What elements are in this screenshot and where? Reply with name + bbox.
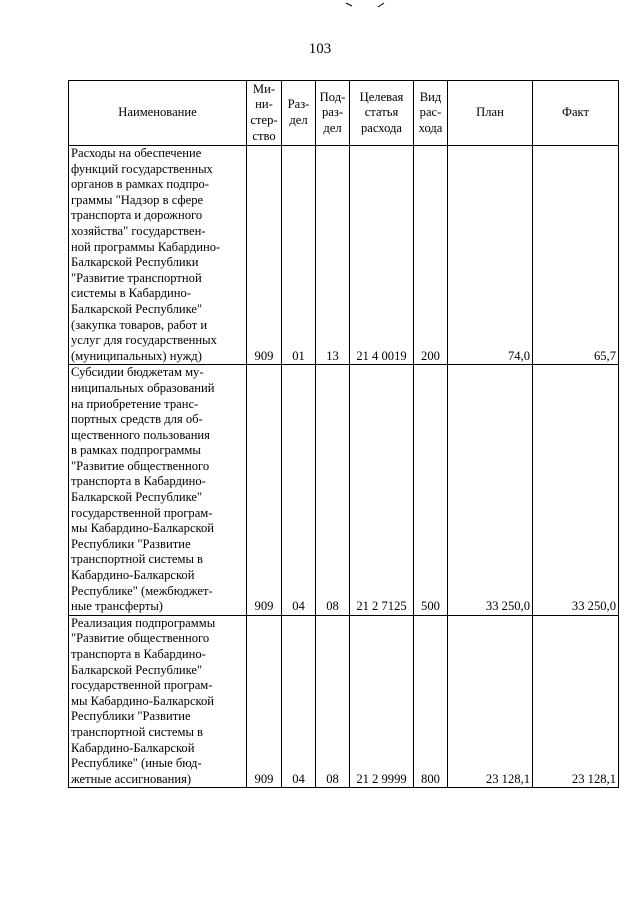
- row-section: 04: [282, 365, 316, 616]
- row-plan: 33 250,0: [448, 365, 533, 616]
- row-target-item: 21 4 0019: [350, 146, 414, 365]
- table-row: [69, 365, 619, 616]
- row-subsection: 13: [316, 146, 350, 365]
- row-section: 04: [282, 615, 316, 788]
- row-expense-type: 500: [414, 365, 448, 616]
- row-expense-type: 800: [414, 615, 448, 788]
- row-ministry: 909: [247, 615, 282, 788]
- row-fact: 65,7: [533, 146, 619, 365]
- header-target-item: Целевая статья расхода: [350, 81, 414, 146]
- table-row: [69, 146, 619, 365]
- row-fact: 23 128,1: [533, 615, 619, 788]
- header-ministry: Ми- ни- стер- ство: [247, 81, 282, 146]
- row-plan: 23 128,1: [448, 615, 533, 788]
- row-name: Расходы на обеспечение функций государственных органов в рамках подпро- граммы "Надзор в сфере транспорта и дорожного хозяйства" государствен- ной программы Кабардино- Балкарской Республики "Развитие транспортной системы в Кабардино- Балкарской Республике" (закупка товаров, работ и услуг для государственных (муниципальных) нужд): [69, 146, 247, 365]
- header-section: Раз- дел: [282, 81, 316, 146]
- row-subsection: 08: [316, 365, 350, 616]
- header-subsection: Под- раз- дел: [316, 81, 350, 146]
- row-target-item: 21 2 7125: [350, 365, 414, 616]
- row-name: Субсидии бюджетам му- ниципальных образований на приобретение транс- портных средств для об- щественного пользования в рамках подпрограммы "Развитие общественного транспорта в Кабардино- Балкарской Республике" государственной програм- мы Кабардино-Балкарской Республики "Развитие транспортной системы в Кабардино-Балкарской Республике" (межбюджет- ные трансферты): [69, 365, 247, 616]
- row-name: Реализация подпрограммы "Развитие общественного транспорта в Кабардино- Балкарской Республике" государственной програм- мы Кабардино-Балкарской Республики "Развитие транспортной системы в Кабардино-Балкарской Республике" (иные бюд- жетные ассигнования): [69, 615, 247, 788]
- row-ministry: 909: [247, 365, 282, 616]
- header-name: Наименование: [69, 81, 247, 146]
- scan-artifact-mark: [342, 0, 390, 10]
- header-expense-type: Вид рас- хода: [414, 81, 448, 146]
- budget-table: [68, 80, 619, 788]
- header-fact: Факт: [533, 81, 619, 146]
- row-fact: 33 250,0: [533, 365, 619, 616]
- row-plan: 74,0: [448, 146, 533, 365]
- row-target-item: 21 2 9999: [350, 615, 414, 788]
- page-number: 103: [308, 41, 332, 57]
- header-plan: План: [448, 81, 533, 146]
- row-section: 01: [282, 146, 316, 365]
- table-header-row: [69, 81, 619, 146]
- row-ministry: 909: [247, 146, 282, 365]
- row-expense-type: 200: [414, 146, 448, 365]
- row-subsection: 08: [316, 615, 350, 788]
- table-row: [69, 615, 619, 788]
